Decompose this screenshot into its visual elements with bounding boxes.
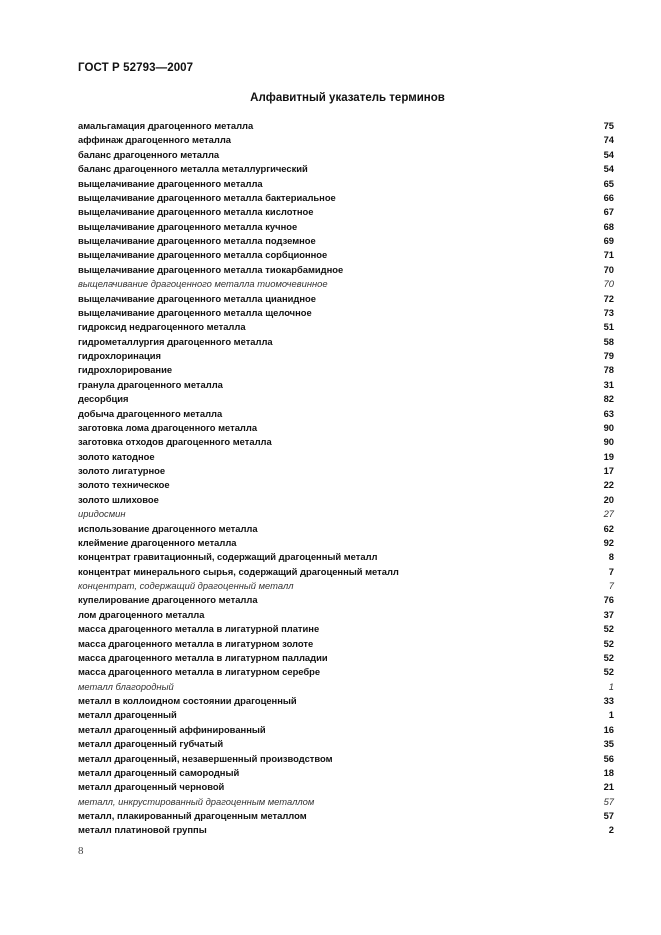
entry-term: использование драгоценного металла	[78, 522, 258, 534]
index-entry	[78, 522, 614, 536]
entry-page-ref: 7	[608, 565, 614, 577]
entry-term: выщелачивание драгоценного металла кучное	[78, 220, 298, 232]
index-entry	[78, 665, 614, 679]
entry-page-ref: 82	[603, 393, 614, 405]
index-entry	[78, 392, 614, 406]
entry-term: металл драгоценный самородный	[78, 766, 240, 778]
entry-term: гидрометаллургия драгоценного металла	[78, 335, 273, 347]
entry-term: выщелачивание драгоценного металла сорбционное	[78, 249, 328, 261]
entry-page-ref: 90	[603, 436, 614, 448]
entry-page-ref: 57	[603, 795, 614, 807]
index-entry	[78, 450, 614, 464]
entry-page-ref: 52	[603, 666, 614, 678]
entry-term: гидроксид недрагоценного металла	[78, 321, 246, 333]
entry-term: металл драгоценный черновой	[78, 781, 225, 793]
entry-term: выщелачивание драгоценного металла	[78, 177, 263, 189]
entry-page-ref: 69	[603, 235, 614, 246]
entry-page-ref: 56	[603, 752, 614, 764]
document-code: ГОСТ Р 52793—2007	[78, 62, 194, 74]
page-number: 8	[78, 845, 84, 857]
entry-page-ref: 19	[603, 450, 614, 462]
entry-term: гидрохлоринация	[78, 350, 161, 361]
entry-term: масса драгоценного металла в лигатурном палладии	[78, 651, 328, 663]
entry-term: масса драгоценного металла в лигатурной платине	[78, 623, 320, 635]
entry-term: концентрат минерального сырья, содержащий драгоценный металл	[78, 565, 399, 577]
entry-page-ref: 1	[608, 680, 614, 692]
index-entry	[78, 579, 614, 593]
entry-page-ref: 70	[603, 263, 614, 275]
entry-page-ref: 76	[603, 594, 614, 606]
entry-term: металл драгоценный аффинированный	[78, 723, 266, 735]
index-entry	[78, 565, 614, 579]
index-entry	[78, 823, 614, 837]
index-entry	[78, 349, 614, 363]
index-entry	[78, 133, 614, 147]
entry-term: клеймение драгоценного металла	[78, 536, 237, 548]
index-entry	[78, 435, 614, 449]
index-entry	[78, 407, 614, 421]
entry-term: купелирование драгоценного металла	[78, 594, 258, 606]
entry-page-ref: 67	[603, 206, 614, 218]
index-entry	[78, 651, 614, 665]
index-entry	[78, 536, 614, 550]
entry-page-ref: 7	[608, 580, 614, 591]
index-entry	[78, 320, 614, 334]
entry-term: десорбция	[78, 393, 129, 405]
index-entry	[78, 680, 614, 694]
entry-term: баланс драгоценного металла	[78, 148, 220, 160]
entry-page-ref: 63	[603, 407, 614, 419]
index-entry	[78, 292, 614, 306]
index-entry	[78, 708, 614, 722]
entry-term: добыча драгоценного металла	[78, 407, 223, 419]
entry-page-ref: 92	[603, 536, 614, 548]
entry-page-ref: 22	[603, 479, 614, 491]
entry-term: металл драгоценный губчатый	[78, 738, 224, 750]
entry-term: золото лигатурное	[78, 465, 166, 476]
entry-term: металл платиновой группы	[78, 824, 207, 836]
entry-page-ref: 90	[603, 421, 614, 433]
index-entry	[78, 205, 614, 219]
index-entry	[78, 363, 614, 377]
entry-page-ref: 66	[603, 191, 614, 203]
index-entry	[78, 234, 614, 248]
entry-page-ref: 54	[603, 148, 614, 160]
entry-term: концентрат, содержащий драгоценный металл	[78, 580, 294, 591]
entry-term: аффинаж драгоценного металла	[78, 134, 232, 146]
entry-page-ref: 78	[603, 364, 614, 376]
section-title	[0, 92, 661, 104]
index-entry	[78, 507, 614, 521]
entry-page-ref: 57	[603, 810, 614, 821]
entry-term: золото шлиховое	[78, 493, 159, 505]
entry-term: выщелачивание драгоценного металла тиомочевинное	[78, 278, 328, 290]
entry-term: выщелачивание драгоценного металла кислотное	[78, 206, 314, 218]
entry-term: заготовка отходов драгоценного металла	[78, 436, 272, 448]
entry-term: концентрат гравитационный, содержащий драгоценный металл	[78, 551, 378, 563]
entry-page-ref: 20	[603, 493, 614, 505]
entry-page-ref: 16	[603, 723, 614, 735]
entry-page-ref: 31	[603, 378, 614, 390]
index-entry	[78, 191, 614, 205]
entry-page-ref: 21	[603, 781, 614, 793]
index-entry	[78, 809, 614, 823]
entry-page-ref: 79	[603, 350, 614, 361]
entry-page-ref: 51	[603, 321, 614, 333]
index-entry	[78, 464, 614, 478]
index-entry	[78, 220, 614, 234]
entry-page-ref: 27	[603, 508, 614, 520]
entry-page-ref: 73	[603, 306, 614, 318]
entry-page-ref: 74	[603, 134, 614, 146]
index-entry	[78, 694, 614, 708]
index-entry	[78, 148, 614, 162]
index-entry	[78, 780, 614, 794]
entry-page-ref: 37	[603, 608, 614, 620]
entry-term: металл, плакированный драгоценным металлом	[78, 810, 307, 821]
entry-page-ref: 1	[608, 709, 614, 721]
entry-term: металл, инкрустированный драгоценным металлом	[78, 795, 315, 807]
entry-term: лом драгоценного металла	[78, 608, 205, 620]
index-entry	[78, 766, 614, 780]
index-entry	[78, 277, 614, 291]
entry-term: баланс драгоценного металла металлургический	[78, 163, 308, 175]
index-entry	[78, 723, 614, 737]
index-entry	[78, 478, 614, 492]
entry-term: золото техническое	[78, 479, 170, 491]
entry-term: выщелачивание драгоценного металла подземное	[78, 235, 316, 246]
entry-page-ref: 2	[608, 824, 614, 836]
index-entry	[78, 421, 614, 435]
entry-term: металл благородный	[78, 680, 174, 692]
entry-page-ref: 17	[603, 465, 614, 476]
entry-term: выщелачивание драгоценного металла тиокарбамидное	[78, 263, 344, 275]
index-entry	[78, 119, 614, 133]
index-entry	[78, 737, 614, 751]
index-entry	[78, 248, 614, 262]
index-entry	[78, 637, 614, 651]
index-entry	[78, 795, 614, 809]
entry-term: металл в коллоидном состоянии драгоценный	[78, 695, 297, 706]
entry-page-ref: 65	[603, 177, 614, 189]
entry-page-ref: 52	[603, 651, 614, 663]
index-entry	[78, 263, 614, 277]
entry-term: гранула драгоценного металла	[78, 378, 223, 390]
entry-page-ref: 62	[603, 522, 614, 534]
index-entry	[78, 752, 614, 766]
entry-page-ref: 71	[603, 249, 614, 261]
index-entry	[78, 378, 614, 392]
entry-page-ref: 35	[603, 738, 614, 750]
entry-term: выщелачивание драгоценного металла цианидное	[78, 292, 316, 304]
entry-page-ref: 33	[603, 695, 614, 706]
entry-term: металл драгоценный	[78, 709, 177, 721]
entry-page-ref: 58	[603, 335, 614, 347]
entry-term: выщелачивание драгоценного металла бактериальное	[78, 191, 336, 203]
index-entry	[78, 177, 614, 191]
entry-page-ref: 70	[603, 278, 614, 290]
section-title-text: Алфавитный указатель терминов	[250, 92, 445, 104]
index-entry	[78, 550, 614, 564]
term-index-list	[78, 119, 614, 838]
index-entry	[78, 162, 614, 176]
entry-term: выщелачивание драгоценного металла щелочное	[78, 306, 312, 318]
entry-page-ref: 75	[603, 120, 614, 131]
entry-term: заготовка лома драгоценного металла	[78, 421, 258, 433]
index-entry	[78, 622, 614, 636]
index-entry	[78, 493, 614, 507]
entry-term: гидрохлорирование	[78, 364, 173, 376]
entry-page-ref: 52	[603, 623, 614, 635]
index-entry	[78, 335, 614, 349]
entry-page-ref: 18	[603, 766, 614, 778]
index-entry	[78, 593, 614, 607]
entry-term: масса драгоценного металла в лигатурном серебре	[78, 666, 321, 678]
index-entry	[78, 608, 614, 622]
entry-page-ref: 72	[603, 292, 614, 304]
entry-page-ref: 68	[603, 220, 614, 232]
entry-term: металл драгоценный, незавершенный производством	[78, 752, 333, 764]
entry-page-ref: 8	[608, 551, 614, 563]
entry-page-ref: 52	[603, 637, 614, 649]
entry-term: масса драгоценного металла в лигатурном золоте	[78, 637, 314, 649]
entry-page-ref: 54	[603, 163, 614, 175]
entry-term: иридосмин	[78, 508, 126, 520]
index-entry	[78, 306, 614, 320]
entry-term: золото катодное	[78, 450, 155, 462]
entry-term: амальгамация драгоценного металла	[78, 120, 254, 131]
